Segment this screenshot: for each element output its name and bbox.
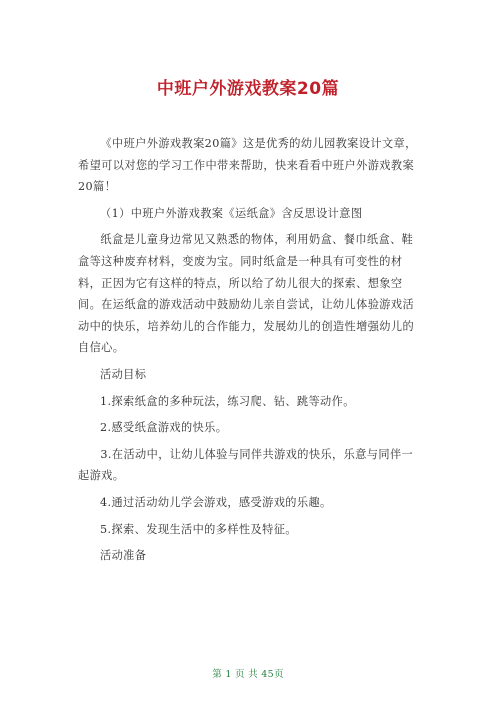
page-footer: 第 1 页 共 45页 <box>212 669 284 680</box>
section-heading: （1）中班户外游戏教案《运纸盒》含反思设计意图 <box>100 206 363 220</box>
goal-item-2: 2.感受纸盒游戏的快乐。 <box>100 421 228 435</box>
goal-item-3: 3.在活动中，让幼儿体验与同伴共游戏的快乐，乐意与同伴一起游戏。 <box>78 447 414 483</box>
goal-item-4: 4.通过活动幼儿学会游戏，感受游戏的乐趣。 <box>100 495 332 509</box>
goal-item-1: 1.探索纸盒的多种玩法，练习爬、钻、跳等动作。 <box>100 394 355 408</box>
document-body <box>78 133 420 572</box>
goal-item-5: 5.探索、发现生活中的多样性及特征。 <box>100 522 297 536</box>
goals-heading: 活动目标 <box>100 367 147 381</box>
design-intent-paragraph: 纸盒是儿童身边常见又熟悉的物体，利用奶盒、餐巾纸盒、鞋盒等这种废弃材料，变废为宝。同时纸盒是一种具有可变性的材料，正因为它有这样的特点，所以给了幼儿很大的探索、想象空间。在运纸盒的游戏活动中鼓励幼儿亲自尝试，让幼儿体验游戏活动中的快乐，培养幼儿的合作能力，发展幼儿的创造性增强幼儿的自信心。 <box>78 233 415 355</box>
intro-paragraph: 《中班户外游戏教案20篇》这是优秀的幼儿园教案设计文章，希望可以对您的学习工作中带来帮助，快来看看中班户外游戏教案20篇！ <box>78 137 417 194</box>
preparation-heading: 活动准备 <box>100 549 147 563</box>
document-title: 中班户外游戏教案20篇 <box>156 79 340 99</box>
